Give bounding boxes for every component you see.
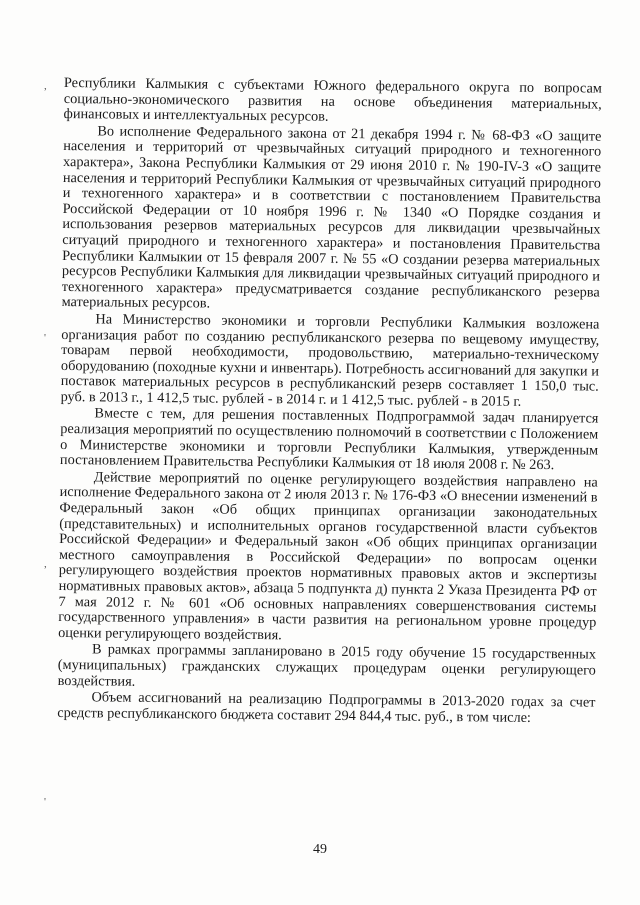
- paragraph: Во исполнение Федерального закона от 21 декабря 1994 г. № 68-ФЗ «О защите населения и территорий от чрезвычайных ситуаций природного и техногенного характера», Закона Республики Калмыкия от 29 июня 2010 г. № 190-IV-З «О защите населения и территорий Республики Калмыкия от чрезвычайных ситуаций природного и техногенного характера» и в соответствии с постановлением Правительства Российской Федерации от 10 ноября 1996 г. № 1340 «О Порядке создания и использования резервов материальных ресурсов для ликвидации чрезвычайных ситуаций природного и техногенного характера» и постановления Правительства Республики Калмыкии от 15 февраля 2007 г. № 55 «О создании резерва материальных ресурсов Республики Калмыкия для ликвидации чрезвычайных ситуаций природного и техногенного характера» предусматривается создание республиканского резерва материальных ресурсов.: [61, 123, 602, 312]
- margin-mark: ,: [44, 80, 47, 92]
- paragraph: Действие мероприятий по оценке регулирующего воздействия направлено на исполнение Федерального закона от 2 июля 2013 г. № 176-ФЗ «О внесении изменений в Федеральный закон «Об общих принципах организации законодательных (представительных) и исполнительных органов государственной власти субъектов Российской Федерации» и Федеральный закон «Об общих принципах организации местного самоуправления в Российской Федерации» по вопросам оценки регулирующего воздействия проектов нормативных правовых актов и экспертизы нормативных правовых актов», абзаца 5 подпункта д) пункта 2 Указа Президента РФ от 7 мая 2012 г. № 601 «Об основных направлениях совершенствования системы государственного управления» в части развития на региональном уровне процедур оценки регулирующего воздействия.: [58, 469, 598, 644]
- margin-mark: ,: [44, 558, 47, 570]
- paragraph: В рамках программы запланировано в 2015 году обучение 15 государственных (муниципальных) гражданских служащих процедурам оценки регулирующего воздействия.: [57, 641, 597, 690]
- paragraph: Вместе с тем, для решения поставленных Подпрограммой задач планируется реализация мероприятий по осуществлению полномочий в соответствии с Положением о Министерстве экономики и торговли Республики Калмыкия, утвержденным постановлением Правительства Республики Калмыкия от 18 июля 2008 г. № 263.: [59, 405, 599, 474]
- paragraph: Объем ассигнований на реализацию Подпрограммы в 2013-2020 годах за счет средств республиканского бюджета составит 294 844,4 тыс. руб., в том числе:: [57, 689, 596, 726]
- paragraph: Республики Калмыкия с субъектами Южного федерального округа по вопросам социально-экономического развития на основе объединения материальных, финансовых и интеллектуальных ресурсов.: [63, 75, 602, 125]
- margin-mark: ': [44, 796, 46, 808]
- paragraph: На Министерство экономики и торговли Республики Калмыкия возложена организация работ по созданию республиканского резерва по вещевому имуществу, товарам первой необходимости, продовольствию, материально-техническому оборудованию (походные кухни и инвентарь). Потребность ассигнований для закупки и поставок материальных ресурсов в республиканский резерв составляет 1 150,0 тыс. руб. в 2013 г., 1 412,5 тыс. рублей - в 2014 г. и 1 412,5 тыс. рублей - в 2015 г.: [60, 311, 600, 410]
- margin-mark: ': [44, 332, 46, 344]
- body-text: [57, 76, 602, 728]
- page-number: 49: [313, 842, 327, 857]
